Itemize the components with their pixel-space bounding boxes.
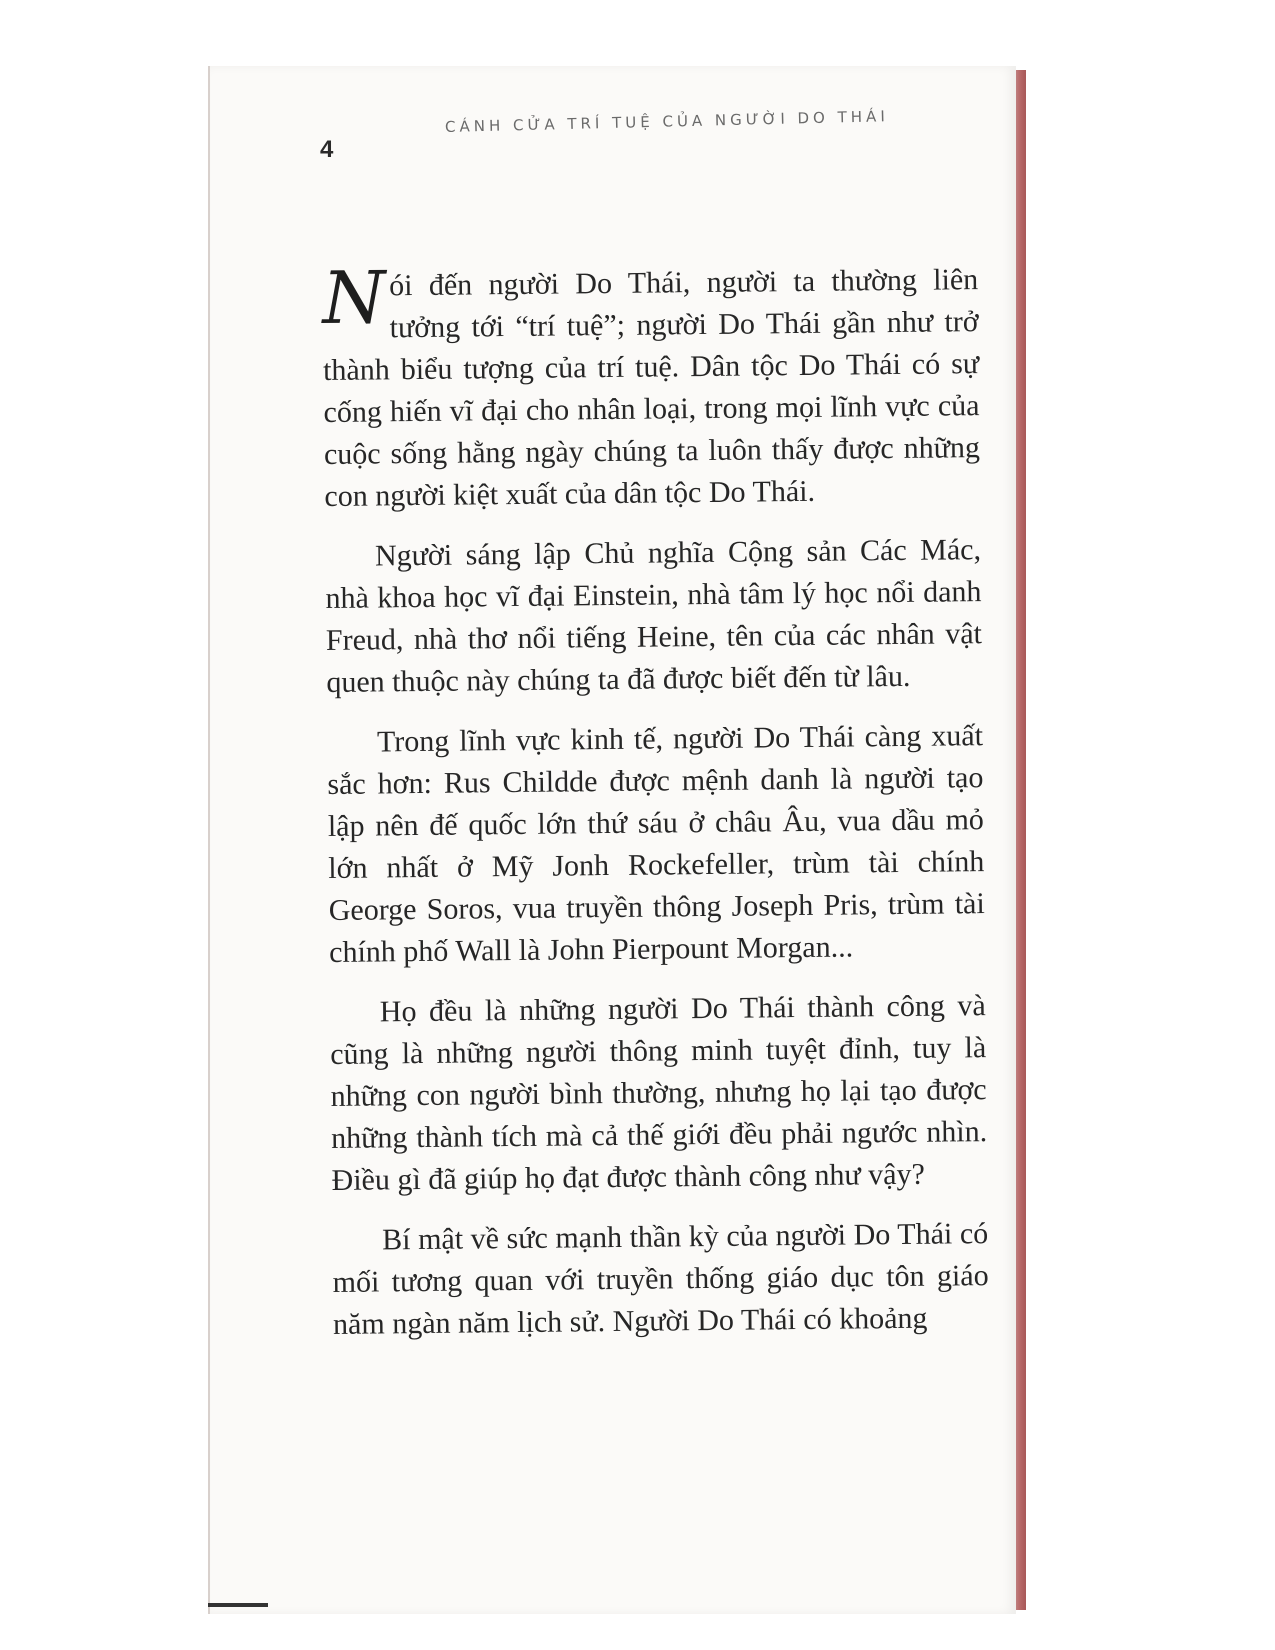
paragraph-1-text: ói đến người Do Thái, người ta thường liên tưởng tới “trí tuệ”; người Do Thái gần như trở thành biểu tượng của trí tuệ. Dân tộc Do Thái có sự cống hiến vĩ đại cho nhân loại, trong mọi lĩnh vực của cuộc sống hằng ngày chúng ta luôn thấy được những con người kiệt xuất của dân tộc Do Thái. [322,263,981,513]
running-header: CÁNH CỬA TRÍ TUỆ CỦA NGƯỜI DO THÁI [444,107,889,136]
body-text [321,255,989,1364]
paragraph-4: Họ đều là những người Do Thái thành công và cũng là những người thông minh tuyệt đỉnh, tuy là những con người bình thường, nhưng họ lại tạo được những thành tích mà cả thế giới đều phải ngước nhìn. Điều gì đã giúp họ đạt được thành công như vậy? [330,989,988,1197]
paragraph-2: Người sáng lập Chủ nghĩa Cộng sản Các Mác, nhà khoa học vĩ đại Einstein, nhà tâm lý học nổi danh Freud, nhà thơ nổi tiếng Heine, tên của các nhân vật quen thuộc này chúng ta đã được biết đến từ lâu. [325,533,983,699]
paragraph-5: Bí mật về sức mạnh thần kỳ của người Do Thái có mối tương quan với truyền thống giáo dục tôn giáo năm ngàn năm lịch sử. Người Do Thái có khoảng [332,1217,989,1341]
page-number: 4 [320,136,334,163]
page-bottom-mark [208,1603,268,1607]
drop-cap: N [321,255,386,340]
paragraph-1 [321,255,981,518]
paragraph-3: Trong lĩnh vực kinh tế, người Do Thái càng xuất sắc hơn: Rus Childde được mệnh danh là người tạo lập nên đế quốc lớn thứ sáu ở châu Âu, vua dầu mỏ lớn nhất ở Mỹ Jonh Rockefeller, trùm tài chính George Soros, vua truyền thông Joseph Pris, trùm tài chính phố Wall là John Pierpount Morgan... [327,719,985,969]
book-page [208,66,1016,1614]
